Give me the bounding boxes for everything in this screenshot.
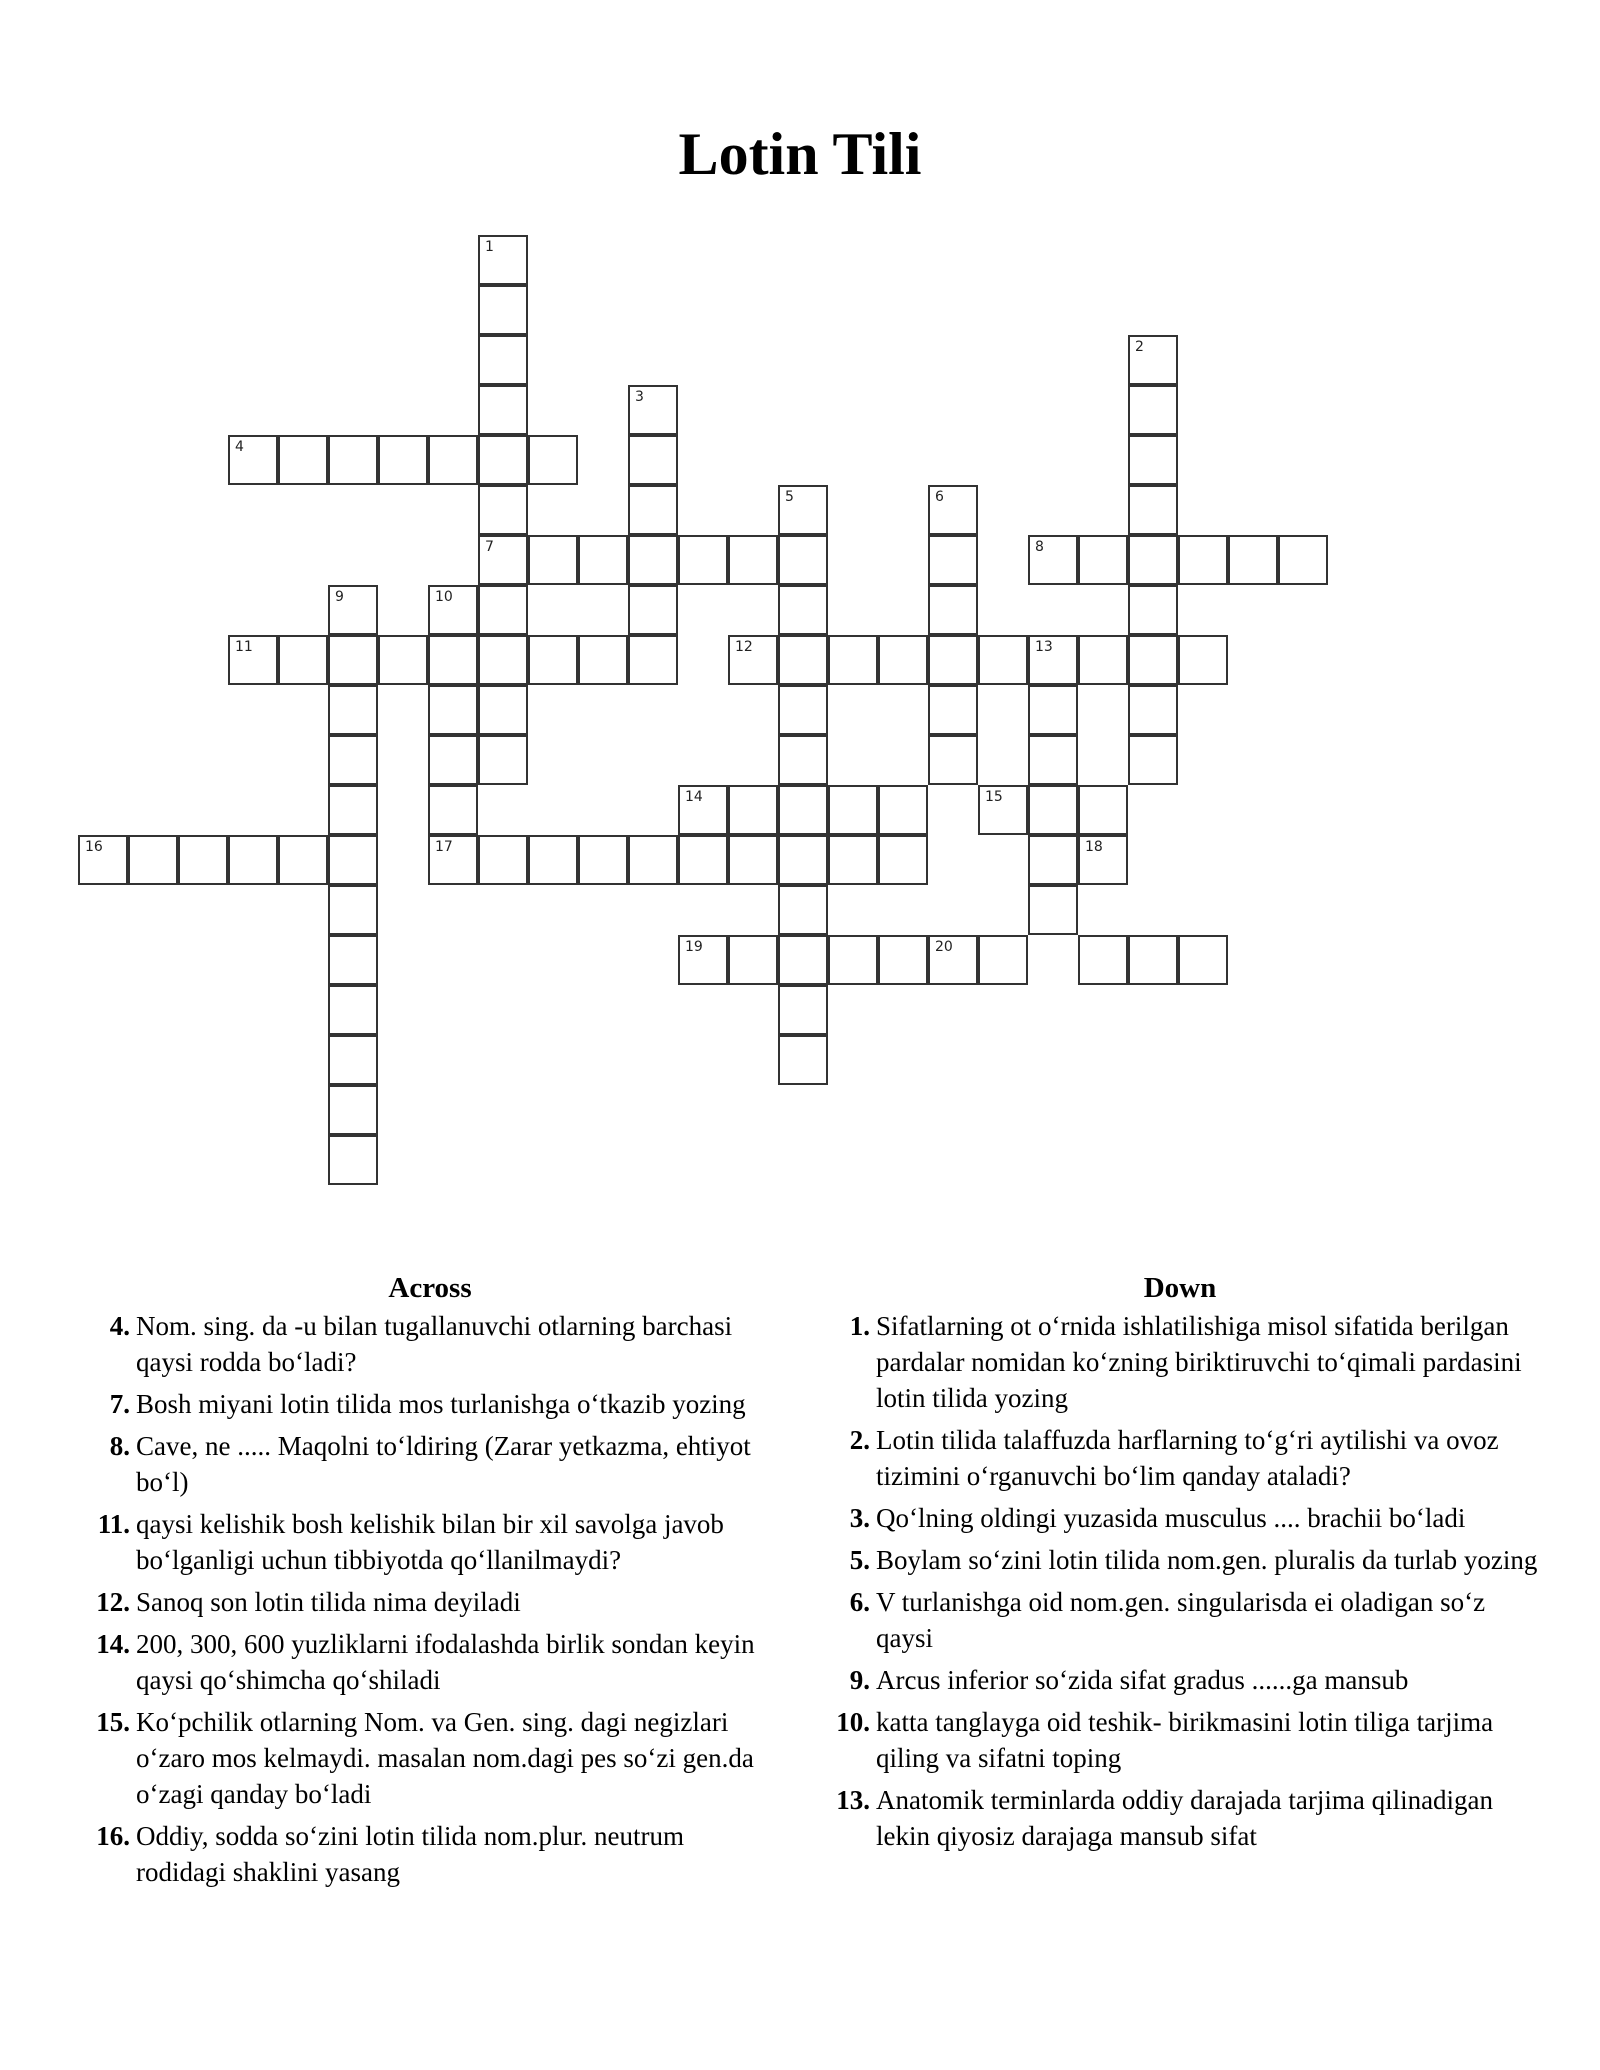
cell-number: 8 [1035, 539, 1044, 555]
grid-cell[interactable] [1128, 485, 1178, 535]
grid-cell[interactable] [328, 685, 378, 735]
grid-cell[interactable] [1128, 635, 1178, 685]
grid-cell[interactable] [528, 635, 578, 685]
grid-cell[interactable] [428, 835, 478, 885]
grid-cell[interactable] [428, 435, 478, 485]
grid-cell[interactable] [478, 285, 528, 335]
clue-text: Sifatlarning ot oʻrnida ishlatilishiga misol sifatida berilgan pardalar nomidan koʻzning biriktiruvchi toʻqimali pardasini lotin tilida yozing [876, 1311, 1522, 1413]
grid-cell[interactable] [728, 935, 778, 985]
clue-number: 8. [109, 1431, 130, 1461]
cell-number: 14 [685, 789, 703, 805]
clue-number: 4. [109, 1311, 130, 1341]
grid-cell[interactable] [1128, 385, 1178, 435]
across-clues [80, 1270, 780, 1896]
grid-cell[interactable] [1128, 735, 1178, 785]
grid-cell[interactable] [678, 935, 728, 985]
grid-cell[interactable] [978, 935, 1028, 985]
grid-cell[interactable] [278, 635, 328, 685]
grid-cell[interactable] [428, 785, 478, 835]
grid-cell[interactable] [628, 585, 678, 635]
grid-cell[interactable] [1178, 935, 1228, 985]
grid-cell[interactable] [428, 635, 478, 685]
grid-cell[interactable] [978, 635, 1028, 685]
grid-cell[interactable] [378, 435, 428, 485]
grid-cell[interactable] [978, 785, 1028, 835]
clue-text: qaysi kelishik bosh kelishik bilan bir xil savolga javob boʻlganligi uchun tibbiyotda qoʻllanilmaydi? [136, 1509, 724, 1575]
grid-cell[interactable] [1078, 835, 1128, 885]
grid-cell[interactable] [478, 385, 528, 435]
grid-cell[interactable] [428, 685, 478, 735]
clue-number: 13. [836, 1785, 870, 1815]
cell-number: 3 [635, 389, 644, 405]
clue-item [820, 1782, 1540, 1854]
clue-text: Anatomik terminlarda oddiy darajada tarjima qilinadigan lekin qiyosiz darajaga mansub sifat [876, 1785, 1494, 1851]
grid-cell[interactable] [778, 685, 828, 735]
clue-number: 3. [849, 1503, 870, 1533]
grid-cell[interactable] [478, 835, 528, 885]
grid-cell[interactable] [328, 1135, 378, 1185]
grid-cell[interactable] [1128, 685, 1178, 735]
clue-number: 12. [96, 1587, 130, 1617]
grid-cell[interactable] [778, 835, 828, 885]
grid-cell[interactable] [778, 1035, 828, 1085]
clue-number: 16. [96, 1821, 130, 1851]
grid-cell[interactable] [828, 835, 878, 885]
clue-item [80, 1386, 780, 1422]
grid-cell[interactable] [1028, 735, 1078, 785]
grid-cell[interactable] [628, 435, 678, 485]
grid-cell[interactable] [1028, 635, 1078, 685]
grid-cell[interactable] [628, 385, 678, 435]
grid-cell[interactable] [728, 635, 778, 685]
grid-cell[interactable] [1078, 935, 1128, 985]
grid-cell[interactable] [228, 835, 278, 885]
clue-text: Nom. sing. da -u bilan tugallanuvchi otlarning barchasi qaysi rodda boʻladi? [136, 1311, 733, 1377]
grid-cell[interactable] [1028, 785, 1078, 835]
grid-cell[interactable] [328, 935, 378, 985]
grid-cell[interactable] [478, 485, 528, 535]
grid-cell[interactable] [328, 785, 378, 835]
grid-cell[interactable] [1278, 535, 1328, 585]
clue-text: Sanoq son lotin tilida nima deyiladi [136, 1587, 521, 1617]
grid-cell[interactable] [1028, 835, 1078, 885]
grid-cell[interactable] [578, 835, 628, 885]
clue-item [80, 1506, 780, 1578]
clue-item [80, 1626, 780, 1698]
clue-number: 15. [96, 1707, 130, 1737]
grid-cell[interactable] [1178, 635, 1228, 685]
clue-text: katta tanglayga oid teshik- birikmasini lotin tiliga tarjima qiling va sifatni toping [876, 1707, 1494, 1773]
grid-cell[interactable] [928, 735, 978, 785]
grid-cell[interactable] [728, 535, 778, 585]
grid-cell[interactable] [928, 535, 978, 585]
clue-text: Arcus inferior soʻzida sifat gradus ......ga mansub [876, 1665, 1409, 1695]
clue-number: 7. [109, 1389, 130, 1419]
grid-cell[interactable] [1028, 535, 1078, 585]
cell-number: 18 [1085, 839, 1103, 855]
clue-text: 200, 300, 600 yuzliklarni ifodalashda birlik sondan keyin qaysi qoʻshimcha qoʻshiladi [136, 1629, 755, 1695]
down-heading: Down [1143, 1272, 1217, 1304]
grid-cell[interactable] [878, 635, 928, 685]
grid-cell[interactable] [528, 535, 578, 585]
grid-cell[interactable] [478, 685, 528, 735]
clue-item [820, 1704, 1540, 1776]
grid-cell[interactable] [878, 785, 928, 835]
grid-cell[interactable] [428, 735, 478, 785]
grid-cell[interactable] [578, 635, 628, 685]
grid-cell[interactable] [628, 485, 678, 535]
clue-text: Koʻpchilik otlarning Nom. va Gen. sing. dagi negizlari oʻzaro mos kelmaydi. masalan nom.dagi pes soʻzi gen.da oʻzagi qanday boʻladi [136, 1707, 754, 1809]
grid-cell[interactable] [328, 435, 378, 485]
grid-cell[interactable] [328, 1035, 378, 1085]
clue-text: Lotin tilida talaffuzda harflarning toʻgʻri aytilishi va ovoz tizimini oʻrganuvchi boʻlim qanday ataladi? [876, 1425, 1499, 1491]
grid-cell[interactable] [778, 485, 828, 535]
across-clue-list [80, 1308, 780, 1890]
grid-cell[interactable] [378, 635, 428, 685]
clue-number: 2. [849, 1425, 870, 1455]
clue-number: 6. [849, 1587, 870, 1617]
cell-number: 16 [85, 839, 103, 855]
clue-item [80, 1308, 780, 1380]
grid-cell[interactable] [328, 835, 378, 885]
grid-cell[interactable] [928, 635, 978, 685]
grid-cell[interactable] [1078, 635, 1128, 685]
cell-number: 17 [435, 839, 453, 855]
cell-number: 11 [235, 639, 253, 655]
clue-item [80, 1428, 780, 1500]
grid-cell[interactable] [1128, 535, 1178, 585]
down-clues [820, 1270, 1540, 1860]
grid-cell[interactable] [628, 635, 678, 685]
cell-number: 10 [435, 589, 453, 605]
grid-cell[interactable] [678, 785, 728, 835]
grid-cell[interactable] [878, 835, 928, 885]
clue-item [80, 1584, 780, 1620]
grid-cell[interactable] [328, 585, 378, 635]
grid-cell[interactable] [328, 735, 378, 785]
clue-item [820, 1308, 1540, 1416]
grid-cell[interactable] [428, 585, 478, 635]
clue-item [820, 1542, 1540, 1578]
grid-cell[interactable] [1078, 535, 1128, 585]
clue-text: Bosh miyani lotin tilida mos turlanishga oʻtkazib yozing [136, 1389, 746, 1419]
cell-number: 5 [785, 489, 794, 505]
grid-cell[interactable] [278, 435, 328, 485]
grid-cell[interactable] [478, 235, 528, 285]
grid-cell[interactable] [1078, 785, 1128, 835]
clue-number: 14. [96, 1629, 130, 1659]
grid-cell[interactable] [228, 435, 278, 485]
grid-cell[interactable] [178, 835, 228, 885]
grid-cell[interactable] [778, 885, 828, 935]
clue-item [80, 1704, 780, 1812]
grid-cell[interactable] [128, 835, 178, 885]
grid-cell[interactable] [578, 535, 628, 585]
cell-number: 1 [485, 239, 494, 255]
clue-item [820, 1584, 1540, 1656]
grid-cell[interactable] [478, 735, 528, 785]
clue-number: 5. [849, 1545, 870, 1575]
clue-number: 9. [849, 1665, 870, 1695]
cell-number: 20 [935, 939, 953, 955]
clue-item [820, 1422, 1540, 1494]
grid-cell[interactable] [678, 835, 728, 885]
cell-number: 13 [1035, 639, 1053, 655]
grid-cell[interactable] [478, 635, 528, 685]
grid-cell[interactable] [728, 785, 778, 835]
cell-number: 15 [985, 789, 1003, 805]
grid-cell[interactable] [328, 1085, 378, 1135]
grid-cell[interactable] [478, 535, 528, 585]
clue-text: V turlanishga oid nom.gen. singularisda ei oladigan soʻz qaysi [876, 1587, 1486, 1653]
clue-number: 10. [836, 1707, 870, 1737]
cell-number: 7 [485, 539, 494, 555]
grid-cell[interactable] [678, 535, 728, 585]
grid-cell[interactable] [628, 835, 678, 885]
grid-cell[interactable] [928, 685, 978, 735]
grid-cell[interactable] [328, 635, 378, 685]
grid-cell[interactable] [928, 935, 978, 985]
grid-cell[interactable] [478, 435, 528, 485]
grid-cell[interactable] [828, 935, 878, 985]
grid-cell[interactable] [1128, 435, 1178, 485]
grid-cell[interactable] [778, 785, 828, 835]
cell-number: 2 [1135, 339, 1144, 355]
cell-number: 6 [935, 489, 944, 505]
grid-cell[interactable] [278, 835, 328, 885]
grid-cell[interactable] [1128, 335, 1178, 385]
grid-cell[interactable] [1028, 685, 1078, 735]
grid-cell[interactable] [528, 835, 578, 885]
grid-cell[interactable] [928, 485, 978, 535]
across-heading: Across [388, 1272, 472, 1304]
grid-cell[interactable] [628, 535, 678, 585]
cell-number: 9 [335, 589, 344, 605]
grid-cell[interactable] [878, 935, 928, 985]
grid-cell[interactable] [778, 535, 828, 585]
cell-number: 4 [235, 439, 244, 455]
cell-number: 19 [685, 939, 703, 955]
clue-text: Qoʻlning oldingi yuzasida musculus .... brachii boʻladi [876, 1503, 1466, 1533]
grid-cell[interactable] [828, 635, 878, 685]
grid-cell[interactable] [778, 735, 828, 785]
grid-cell[interactable] [778, 635, 828, 685]
grid-cell[interactable] [328, 885, 378, 935]
grid-cell[interactable] [728, 835, 778, 885]
clue-item [80, 1818, 780, 1890]
grid-cell[interactable] [778, 585, 828, 635]
clue-text: Cave, ne ..... Maqolni toʻldiring (Zarar yetkazma, ehtiyot boʻl) [136, 1431, 751, 1497]
clue-text: Boylam soʻzini lotin tilida nom.gen. pluralis da turlab yozing [876, 1545, 1538, 1575]
clue-number: 11. [97, 1509, 130, 1539]
down-clue-list [820, 1308, 1540, 1854]
clue-text: Oddiy, sodda soʻzini lotin tilida nom.plur. neutrum rodidagi shaklini yasang [136, 1821, 684, 1887]
grid-cell[interactable] [1028, 885, 1078, 935]
grid-cell[interactable] [478, 585, 528, 635]
grid-cell[interactable] [478, 335, 528, 385]
grid-cell[interactable] [78, 835, 128, 885]
grid-cell[interactable] [1228, 535, 1278, 585]
clue-item [820, 1500, 1540, 1536]
grid-cell[interactable] [778, 935, 828, 985]
clue-item [820, 1662, 1540, 1698]
grid-cell[interactable] [778, 985, 828, 1035]
cell-number: 12 [735, 639, 753, 655]
grid-cell[interactable] [1128, 585, 1178, 635]
grid-cell[interactable] [228, 635, 278, 685]
grid-cell[interactable] [1128, 935, 1178, 985]
puzzle-title: Lotin Tili [678, 121, 922, 187]
clue-number: 1. [849, 1311, 870, 1341]
grid-cell[interactable] [328, 985, 378, 1035]
grid-cell[interactable] [1178, 535, 1228, 585]
grid-cell[interactable] [928, 585, 978, 635]
grid-cell[interactable] [528, 435, 578, 485]
grid-cell[interactable] [828, 785, 878, 835]
